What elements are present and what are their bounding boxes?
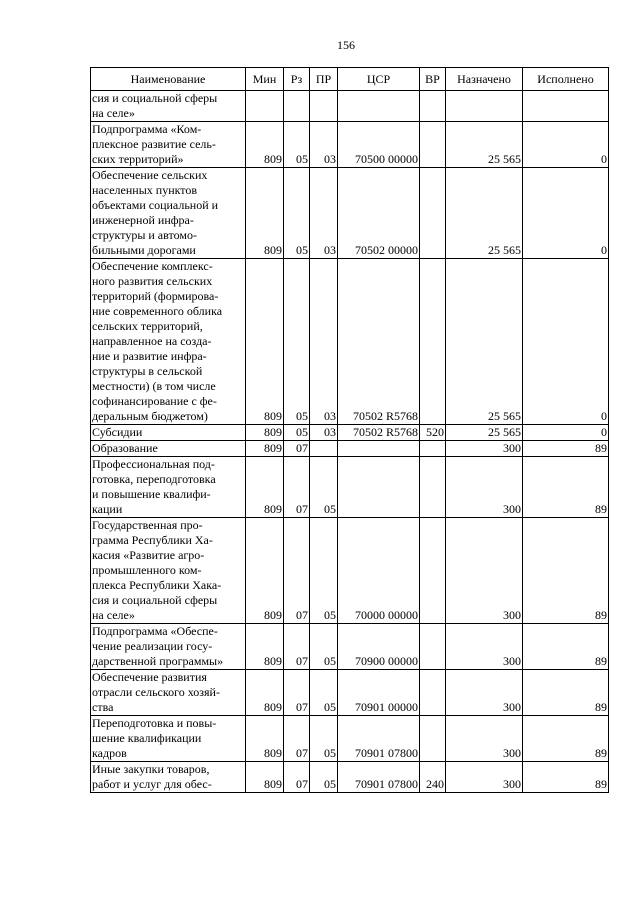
cell-assigned: 300 (446, 670, 523, 716)
cell-pr: 05 (310, 518, 338, 624)
cell-name (91, 457, 246, 518)
cell-name-line: сия и социальной сферы (92, 593, 218, 607)
cell-name-line: промышленного ком- (92, 563, 202, 577)
cell-pr (310, 441, 338, 457)
cell-name-line: Иные закупки товаров, (92, 762, 210, 776)
header-assigned: Назначено (446, 68, 523, 91)
cell-csr: 70502 00000 (338, 168, 420, 259)
cell-name-line: направленное на созда- (92, 334, 212, 348)
cell-min: 809 (246, 762, 284, 793)
cell-rz: 07 (284, 624, 310, 670)
cell-name-line: Обеспечение комплекс- (92, 259, 213, 273)
cell-name (91, 168, 246, 259)
cell-assigned: 300 (446, 624, 523, 670)
header-min: Мин (246, 68, 284, 91)
cell-rz: 05 (284, 259, 310, 425)
table-row (91, 518, 609, 624)
cell-pr: 05 (310, 762, 338, 793)
cell-rz: 05 (284, 168, 310, 259)
cell-rz: 05 (284, 122, 310, 168)
cell-min: 809 (246, 168, 284, 259)
cell-pr: 05 (310, 624, 338, 670)
cell-name-line: плексное развитие сель- (92, 137, 216, 151)
cell-vr (420, 91, 446, 122)
cell-name-line: территорий (формирова- (92, 289, 219, 303)
cell-assigned: 300 (446, 457, 523, 518)
cell-min: 809 (246, 670, 284, 716)
cell-executed: 0 (523, 122, 609, 168)
cell-csr (338, 457, 420, 518)
cell-name-line: структуры в сельской (92, 364, 203, 378)
table-row (91, 457, 609, 518)
cell-csr: 70901 07800 (338, 716, 420, 762)
header-name: Наименование (91, 68, 246, 91)
cell-vr (420, 122, 446, 168)
table-row (91, 624, 609, 670)
cell-name (91, 425, 246, 441)
cell-name-line: Подпрограмма «Ком- (92, 122, 202, 136)
header-vr: ВР (420, 68, 446, 91)
cell-assigned: 25 565 (446, 425, 523, 441)
cell-name-line: шение квалификации (92, 731, 202, 745)
cell-name-line: плекса Республики Хака- (92, 578, 222, 592)
cell-pr: 03 (310, 168, 338, 259)
cell-name-line: сельских территорий, (92, 319, 203, 333)
cell-name (91, 670, 246, 716)
header-rz: Рз (284, 68, 310, 91)
cell-name (91, 762, 246, 793)
cell-executed: 0 (523, 259, 609, 425)
cell-min: 809 (246, 425, 284, 441)
cell-executed: 89 (523, 624, 609, 670)
cell-vr (420, 624, 446, 670)
cell-name-line: грамма Республики Ха- (92, 533, 213, 547)
cell-name-line: Обеспечение развития (92, 670, 207, 684)
cell-min (246, 91, 284, 122)
cell-pr: 03 (310, 122, 338, 168)
cell-pr: 05 (310, 457, 338, 518)
cell-name-line: готовка, переподготовка (92, 472, 216, 486)
cell-rz: 07 (284, 457, 310, 518)
cell-assigned: 25 565 (446, 168, 523, 259)
cell-assigned: 300 (446, 441, 523, 457)
cell-name-line: на селе» (92, 608, 135, 622)
cell-name (91, 716, 246, 762)
cell-rz: 07 (284, 518, 310, 624)
cell-name-line: ства (92, 700, 114, 714)
cell-name-line: дарственной программы» (92, 654, 224, 668)
cell-name-line: Переподготовка и повы- (92, 716, 217, 730)
cell-csr: 70901 00000 (338, 670, 420, 716)
cell-assigned (446, 91, 523, 122)
cell-rz: 07 (284, 670, 310, 716)
cell-pr: 03 (310, 425, 338, 441)
cell-vr (420, 441, 446, 457)
table-header-row (91, 68, 609, 91)
cell-executed: 0 (523, 168, 609, 259)
cell-csr: 70500 00000 (338, 122, 420, 168)
table-row (91, 122, 609, 168)
cell-name-line: чение реализации госу- (92, 639, 213, 653)
cell-name-line: и повышение квалифи- (92, 487, 211, 501)
cell-name-line: Государственная про- (92, 518, 203, 532)
header-csr: ЦСР (338, 68, 420, 91)
cell-rz: 07 (284, 716, 310, 762)
cell-name-line: населенных пунктов (92, 183, 198, 197)
cell-min: 809 (246, 518, 284, 624)
header-executed: Исполнено (523, 68, 609, 91)
cell-vr (420, 716, 446, 762)
cell-executed: 89 (523, 518, 609, 624)
cell-name-line: Подпрограмма «Обеспе- (92, 624, 218, 638)
table-row (91, 425, 609, 441)
cell-pr: 03 (310, 259, 338, 425)
cell-name (91, 624, 246, 670)
cell-name (91, 91, 246, 122)
cell-pr: 05 (310, 716, 338, 762)
cell-csr (338, 441, 420, 457)
cell-name-line: Обеспечение сельских (92, 168, 208, 182)
cell-name-line: отрасли сельского хозяй- (92, 685, 220, 699)
cell-name-line: ние и развитие инфра- (92, 349, 207, 363)
cell-assigned: 300 (446, 716, 523, 762)
cell-executed (523, 91, 609, 122)
budget-table (90, 67, 609, 793)
table-row (91, 168, 609, 259)
table-body (91, 91, 609, 793)
cell-name-line: кации (92, 502, 123, 516)
cell-rz: 07 (284, 441, 310, 457)
cell-name (91, 122, 246, 168)
cell-executed: 89 (523, 457, 609, 518)
cell-csr: 70901 07800 (338, 762, 420, 793)
cell-name-line: ских территорий» (92, 152, 184, 166)
cell-vr: 240 (420, 762, 446, 793)
cell-name-line: инженерной инфра- (92, 213, 194, 227)
table-row (91, 259, 609, 425)
cell-name-line: бильными дорогами (92, 243, 196, 257)
cell-name-line: ного развития сельских (92, 274, 213, 288)
table-row (91, 91, 609, 122)
cell-executed: 89 (523, 716, 609, 762)
cell-executed: 89 (523, 441, 609, 457)
cell-pr (310, 91, 338, 122)
cell-min: 809 (246, 122, 284, 168)
cell-csr: 70900 00000 (338, 624, 420, 670)
cell-assigned: 25 565 (446, 259, 523, 425)
cell-vr: 520 (420, 425, 446, 441)
cell-executed: 0 (523, 425, 609, 441)
table-row (91, 716, 609, 762)
cell-min: 809 (246, 716, 284, 762)
cell-name-line: касия «Развитие агро- (92, 548, 205, 562)
cell-executed: 89 (523, 762, 609, 793)
cell-vr (420, 259, 446, 425)
cell-name-line: деральным бюджетом) (92, 409, 208, 423)
cell-vr (420, 457, 446, 518)
cell-assigned: 300 (446, 518, 523, 624)
cell-name-line: на селе» (92, 106, 135, 120)
cell-name-line: Образование (92, 441, 158, 455)
cell-rz: 05 (284, 425, 310, 441)
cell-name-line: местности) (в том числе (92, 379, 216, 393)
header-pr: ПР (310, 68, 338, 91)
cell-vr (420, 670, 446, 716)
cell-min: 809 (246, 457, 284, 518)
cell-name (91, 259, 246, 425)
cell-name (91, 441, 246, 457)
cell-executed: 89 (523, 670, 609, 716)
cell-csr (338, 91, 420, 122)
table-row (91, 441, 609, 457)
cell-csr: 70502 R5768 (338, 425, 420, 441)
cell-csr: 70000 00000 (338, 518, 420, 624)
cell-name-line: софинансирование с фе- (92, 394, 217, 408)
cell-name-line: ние современного облика (92, 304, 223, 318)
cell-name-line: структуры и автомо- (92, 228, 197, 242)
cell-name (91, 518, 246, 624)
cell-name-line: объектами социальной и (92, 198, 219, 212)
cell-assigned: 300 (446, 762, 523, 793)
cell-min: 809 (246, 624, 284, 670)
table-row (91, 670, 609, 716)
table-row (91, 762, 609, 793)
cell-vr (420, 168, 446, 259)
cell-assigned: 25 565 (446, 122, 523, 168)
cell-vr (420, 518, 446, 624)
cell-name-line: кадров (92, 746, 127, 760)
cell-min: 809 (246, 259, 284, 425)
cell-name-line: сия и социальной сферы (92, 91, 218, 105)
cell-pr: 05 (310, 670, 338, 716)
cell-rz (284, 91, 310, 122)
cell-name-line: Профессиональная под- (92, 457, 215, 471)
cell-rz: 07 (284, 762, 310, 793)
page-number: 156 (337, 38, 355, 52)
cell-name-line: Субсидии (92, 425, 143, 439)
cell-name-line: работ и услуг для обес- (92, 777, 212, 791)
cell-csr: 70502 R5768 (338, 259, 420, 425)
cell-min: 809 (246, 441, 284, 457)
